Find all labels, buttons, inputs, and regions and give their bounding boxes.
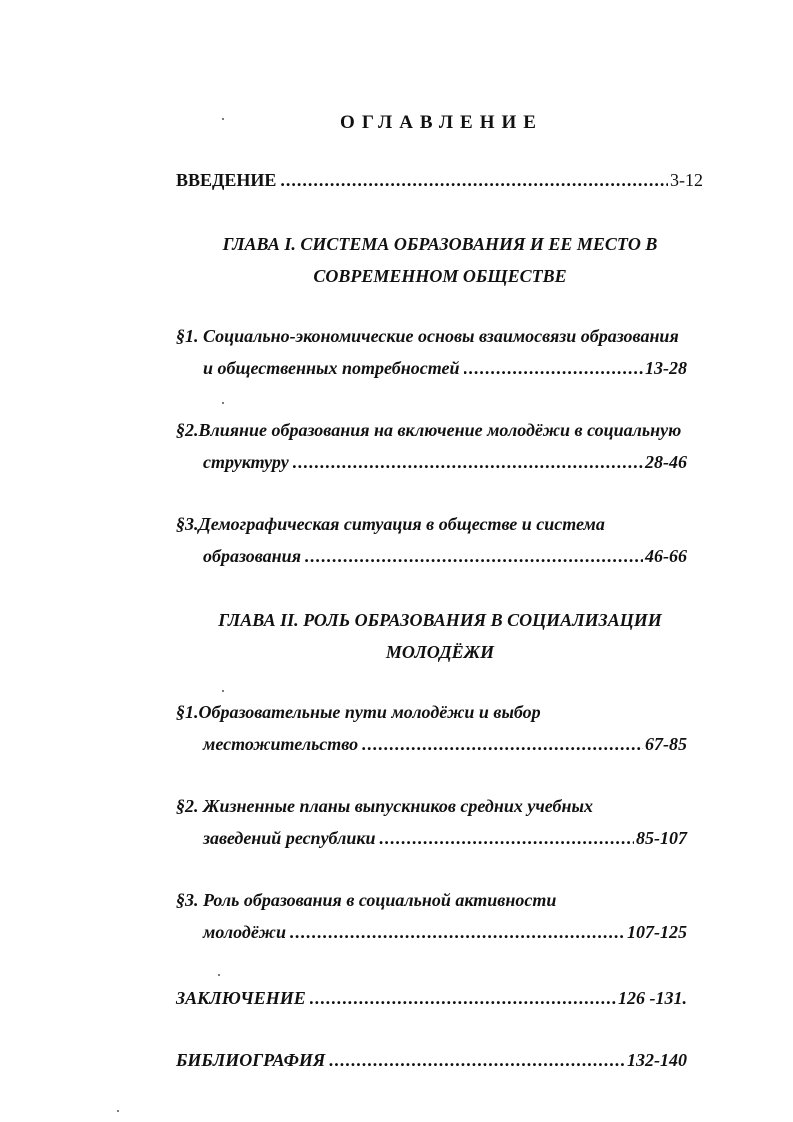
toc-entry-pages: 107-125: [627, 922, 687, 942]
toc-leader-dots: [329, 1050, 625, 1071]
toc-section-2-1-line1: §1.Образовательные пути молодёжи и выбор: [176, 702, 541, 722]
toc-entry-label: и общественных потребностей: [203, 358, 460, 378]
toc-entry-pages: 46-66: [645, 546, 687, 566]
toc-section-2-1-line2: [203, 734, 687, 755]
toc-section-2-2-line2: [203, 828, 687, 849]
toc-title: ОГЛАВЛЕНИЕ: [340, 112, 543, 133]
toc-entry-pages: 28-46: [645, 452, 687, 472]
toc-section-1-1-line2: [203, 358, 687, 379]
scan-speck: [222, 690, 224, 692]
toc-entry-label: молодёжи: [203, 922, 286, 942]
chapter-2-heading: [160, 604, 720, 668]
toc-entry-label: местожительство: [203, 734, 359, 754]
chapter-1-heading-line1: ГЛАВА I. СИСТЕМА ОБРАЗОВАНИЯ И ЕЕ МЕСТО В: [222, 234, 658, 254]
toc-section-1-1-line1: §1. Социально-экономические основы взаимосвязи образования: [176, 326, 679, 346]
toc-section-2-3-line1: §3. Роль образования в социальной активности: [176, 890, 557, 910]
toc-leader-dots: [310, 988, 616, 1009]
chapter-2-heading-line1: ГЛАВА II. РОЛЬ ОБРАЗОВАНИЯ В СОЦИАЛИЗАЦИИ: [218, 610, 662, 630]
toc-section-2-2-line1: §2. Жизненные планы выпускников средних учебных: [176, 796, 593, 816]
toc-leader-dots: [305, 546, 643, 567]
toc-section-1-3-line2: [203, 546, 687, 567]
toc-entry-label: структуру: [203, 452, 289, 472]
toc-entry-label: БИБЛИОГРАФИЯ: [176, 1050, 326, 1070]
scan-speck: [222, 402, 224, 404]
toc-entry-label: ЗАКЛЮЧЕНИЕ: [176, 988, 306, 1008]
toc-entry-label: заведений республики: [203, 828, 376, 848]
toc-section-2-3-line2: [203, 922, 687, 943]
chapter-1-heading: [160, 228, 720, 292]
toc-entry-bibliography: [176, 1050, 687, 1071]
chapter-1-heading-line2: СОВРЕМЕННОМ ОБЩЕСТВЕ: [313, 266, 567, 286]
toc-section-1-2-line2: [203, 452, 687, 473]
toc-entry-label: образования: [203, 546, 301, 566]
toc-section-1-2-line1: §2.Влияние образования на включение молодёжи в социальную: [176, 420, 682, 440]
toc-leader-dots: [293, 452, 643, 473]
toc-entry-conclusion: [176, 988, 687, 1009]
toc-entry-pages: 85-107: [636, 828, 687, 848]
toc-leader-dots: [464, 358, 643, 379]
scan-speck: [218, 974, 220, 976]
chapter-2-heading-line2: МОЛОДЁЖИ: [385, 642, 495, 662]
toc-entry-intro: [176, 170, 703, 191]
toc-leader-dots: [280, 170, 668, 191]
toc-entry-label: ВВЕДЕНИЕ: [176, 170, 277, 190]
toc-entry-pages: 132-140: [627, 1050, 687, 1070]
toc-entry-pages: 126 -131.: [618, 988, 687, 1008]
toc-entry-pages: 3-12: [670, 170, 703, 190]
toc-leader-dots: [290, 922, 625, 943]
toc-leader-dots: [362, 734, 643, 755]
toc-leader-dots: [379, 828, 634, 849]
toc-section-1-3-line1: §3.Демографическая ситуация в обществе и система: [176, 514, 605, 534]
scan-speck: [222, 118, 224, 120]
scan-speck: [117, 1110, 119, 1112]
toc-entry-pages: 13-28: [645, 358, 687, 378]
toc-entry-pages: 67-85: [645, 734, 687, 754]
